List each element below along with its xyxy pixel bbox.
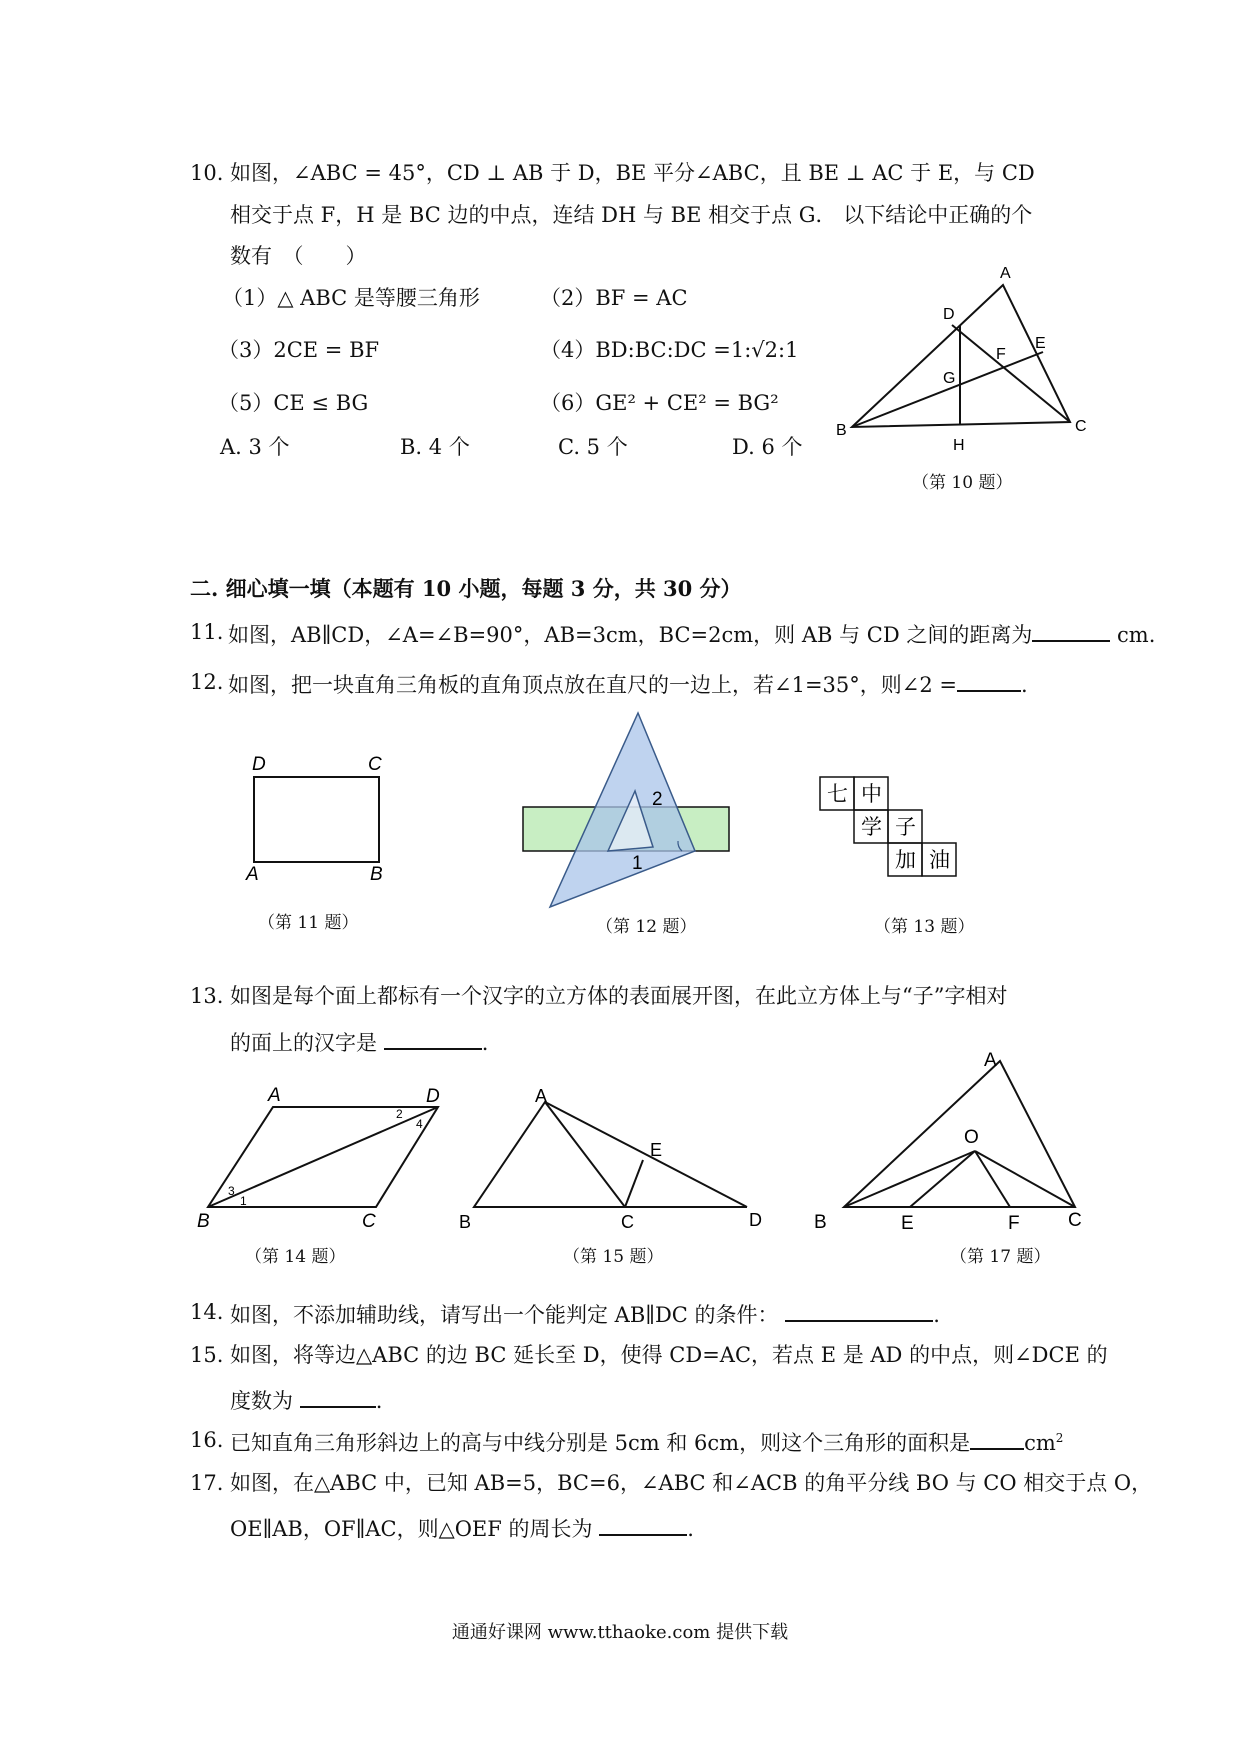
- q10-label-g: G: [943, 370, 956, 387]
- page-footer: 通通好课网 www.tthaoke.com 提供下载: [451, 1622, 789, 1643]
- q17-triangle-abc: [844, 1061, 1075, 1207]
- q15-label-d: D: [749, 1210, 762, 1230]
- q12-caption: （第 12 题）: [596, 917, 697, 937]
- q15-answer-blank[interactable]: [300, 1388, 376, 1408]
- q11-label-c: C: [368, 754, 382, 775]
- q17-segment-oe: [910, 1151, 975, 1207]
- q13-line2: 的面上的汉字是: [230, 1031, 377, 1055]
- q14-number: 14.: [190, 1300, 224, 1324]
- q14-label-b: B: [197, 1211, 210, 1230]
- q13-line1: 如图是每个面上都标有一个汉字的立方体的表面展开图，在此立方体上与“子”字相对: [230, 984, 1008, 1008]
- q16-line: [230, 1430, 1063, 1454]
- q10-option-2: （2）BF = AC: [540, 286, 688, 310]
- q15-figure: [455, 1080, 775, 1230]
- q10-line3: 数有 （ ）: [230, 244, 367, 268]
- q14-figure: [188, 1080, 458, 1230]
- q15-line2: 度数为: [230, 1389, 293, 1413]
- q14-answer-blank[interactable]: [785, 1302, 933, 1322]
- q15-triangle-abc: [474, 1102, 625, 1207]
- section-heading: 二. 细心填一填（本题有 10 小题，每题 3 分，共 30 分）: [190, 576, 742, 601]
- q14-diagonal-bd: [208, 1107, 438, 1207]
- q17-segment-bo: [844, 1151, 975, 1207]
- q11-line: [228, 622, 1155, 646]
- q14-end: .: [933, 1303, 940, 1327]
- q12-text: 如图，把一块直角三角板的直角顶点放在直尺的一边上，若∠1=35°，则∠2 =: [228, 673, 957, 697]
- q14-text: 如图，不添加辅助线，请写出一个能判定 AB∥DC 的条件：: [230, 1303, 779, 1327]
- q10-segment-be: [852, 352, 1043, 427]
- q10-label-f: F: [996, 346, 1006, 363]
- q10-choice-c: C. 5 个: [558, 435, 628, 459]
- q14-label-3: 3: [228, 1184, 235, 1198]
- q10-option-6: （6）GE² + CE² = BG²: [540, 391, 779, 415]
- q17-label-b: B: [814, 1212, 827, 1230]
- q15-number: 15.: [190, 1343, 224, 1367]
- q17-caption: （第 17 题）: [950, 1247, 1051, 1267]
- q15-line1: 如图，将等边△ABC 的边 BC 延长至 D，使得 CD=AC，若点 E 是 AD 的中点，则∠DCE 的: [230, 1343, 1108, 1367]
- q17-figure: [810, 1045, 1090, 1230]
- q17-segment-of: [975, 1151, 1010, 1207]
- q11-label-b: B: [370, 864, 383, 882]
- q10-line1: 如图，∠ABC = 45°，CD ⊥ AB 于 D，BE 平分∠ABC，且 BE ⊥ AC 于 E，与 CD: [230, 161, 1035, 185]
- q16-text: 已知直角三角形斜边上的高与中线分别是 5cm 和 6cm，则这个三角形的面积是: [230, 1431, 971, 1455]
- q11-number: 11.: [190, 620, 224, 644]
- q14-label-1: 1: [240, 1194, 247, 1208]
- q17-number: 17.: [190, 1471, 224, 1495]
- q10-label-c: C: [1075, 418, 1087, 435]
- q10-segment-cd: [952, 325, 1070, 422]
- q13-cell-4: 子: [895, 816, 916, 839]
- q17-label-e: E: [901, 1213, 914, 1230]
- q10-number: 10.: [190, 161, 224, 185]
- q16-unit: cm: [1024, 1431, 1056, 1455]
- q17-line2: OE∥AB，OF∥AC，则△OEF 的周长为: [230, 1517, 593, 1541]
- q12-end: .: [1021, 673, 1028, 697]
- q14-label-c: C: [362, 1211, 376, 1230]
- q13-cell-3: 学: [861, 816, 882, 839]
- q17-line1: 如图，在△ABC 中，已知 AB=5，BC=6，∠ABC 和∠ACB 的角平分线 BO 与 CO 相交于点 O，: [230, 1471, 1153, 1495]
- q10-choice-d: D. 6 个: [732, 435, 803, 459]
- q14-label-a: A: [268, 1085, 281, 1106]
- q11-caption: （第 11 题）: [258, 913, 359, 933]
- q12-number: 12.: [190, 670, 224, 694]
- q10-label-d: D: [943, 306, 955, 323]
- q17-line2-wrap: [230, 1516, 694, 1540]
- q11-rectangle: [254, 777, 379, 862]
- q10-label-h: H: [953, 437, 965, 454]
- q11-label-a: A: [246, 864, 259, 882]
- q10-label-a: A: [1000, 265, 1011, 282]
- q11-answer-blank[interactable]: [1032, 622, 1110, 642]
- q13-cell-6: 油: [929, 849, 950, 872]
- q13-cell-2: 中: [861, 783, 882, 806]
- q14-label-d: D: [426, 1086, 440, 1107]
- q13-caption: （第 13 题）: [874, 917, 975, 937]
- q10-caption: （第 10 题）: [912, 473, 1013, 493]
- q14-label-2: 2: [396, 1107, 403, 1121]
- q15-end: .: [375, 1389, 383, 1413]
- q12-answer-blank[interactable]: [957, 672, 1021, 692]
- q10-choice-b: B. 4 个: [400, 435, 470, 459]
- q10-option-5: （5）CE ≤ BG: [218, 391, 369, 415]
- q15-label-c: C: [621, 1212, 634, 1230]
- q17-label-f: F: [1008, 1213, 1020, 1230]
- q16-answer-blank[interactable]: [970, 1430, 1024, 1450]
- q15-line2-wrap: [230, 1388, 382, 1412]
- q13-end: .: [481, 1031, 489, 1055]
- q11-label-d: D: [252, 754, 266, 775]
- q17-end: .: [687, 1517, 694, 1541]
- q17-label-o: O: [964, 1127, 979, 1148]
- q13-number: 13.: [190, 984, 224, 1008]
- q13-figure: [818, 775, 963, 881]
- q15-label-b: B: [459, 1212, 472, 1230]
- q11-figure: [240, 752, 400, 882]
- q12-figure: [510, 705, 750, 915]
- q15-caption: （第 15 题）: [563, 1247, 664, 1267]
- q10-option-1: （1）△ ABC 是等腰三角形: [222, 286, 480, 310]
- q10-figure: [830, 255, 1090, 455]
- q17-label-a: A: [984, 1050, 997, 1071]
- q13-cell-1: 七: [827, 783, 848, 806]
- q12-line: [228, 672, 1028, 696]
- q10-label-e: E: [1035, 335, 1046, 352]
- q10-option-3: （3）2CE = BF: [218, 338, 380, 362]
- q13-line2-wrap: [230, 1030, 488, 1054]
- q13-cell-5: 加: [895, 849, 916, 872]
- q17-answer-blank[interactable]: [599, 1516, 687, 1536]
- q12-label-2: 2: [652, 789, 663, 810]
- q14-line: [230, 1302, 940, 1326]
- q12-label-1: 1: [632, 853, 643, 874]
- q10-choice-a: A. 3 个: [220, 435, 290, 459]
- q17-label-c: C: [1068, 1210, 1082, 1230]
- q13-answer-blank[interactable]: [384, 1030, 482, 1050]
- q16-number: 16.: [190, 1428, 224, 1452]
- q15-label-a: A: [535, 1086, 548, 1106]
- q15-segment-ce: [625, 1160, 643, 1207]
- q10-label-b: B: [836, 422, 847, 439]
- q10-line2: 相交于点 F，H 是 BC 边的中点，连结 DH 与 BE 相交于点 G． 以下结论中正确的个: [230, 203, 1033, 227]
- q10-option-4: （4）BD:BC:DC =1:√2:1: [540, 338, 799, 362]
- q11-text: 如图，AB∥CD，∠A=∠B=90°，AB=3cm，BC=2cm，则 AB 与 CD 之间的距离为: [228, 623, 1033, 647]
- q11-unit: cm.: [1117, 623, 1156, 647]
- q16-unit-exponent: 2: [1055, 1431, 1064, 1445]
- q14-label-4: 4: [416, 1117, 423, 1131]
- q14-caption: （第 14 题）: [245, 1247, 346, 1267]
- q15-segment-ad: [545, 1102, 747, 1207]
- q15-label-e: E: [650, 1140, 663, 1160]
